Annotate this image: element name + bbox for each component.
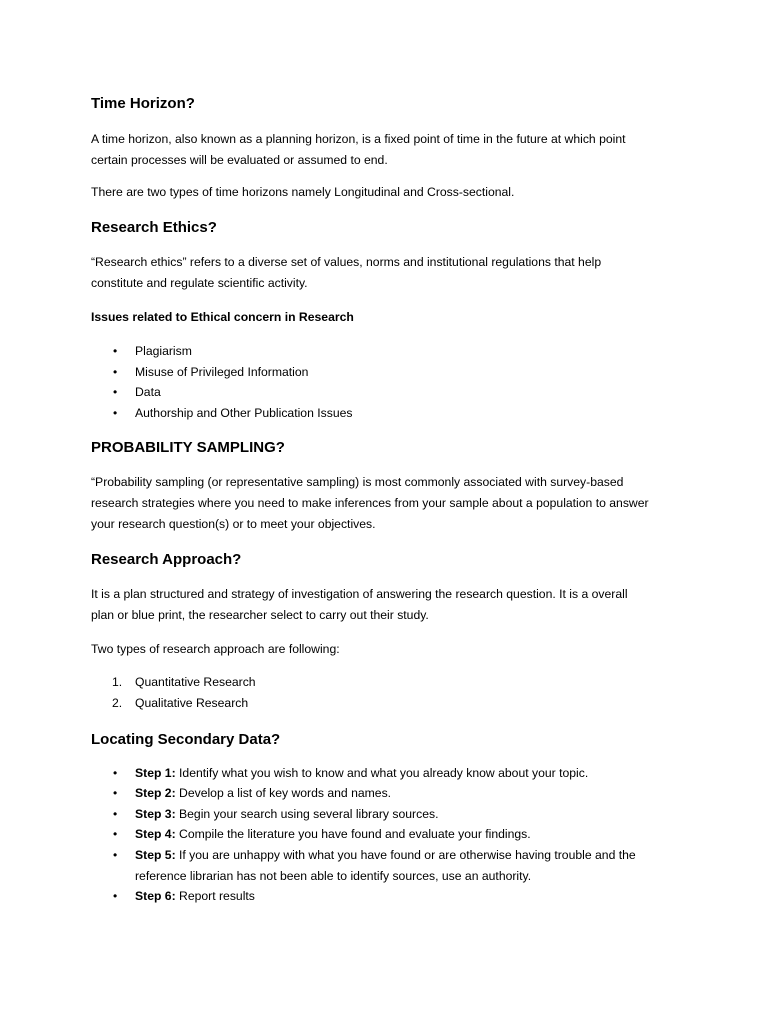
list-item [91, 804, 691, 825]
list-item-text: Authorship and Other Publication Issues [135, 405, 353, 420]
step-label: Step 3: [135, 806, 176, 821]
step-text-continued: reference librarian has not been able to identify sources, use an authority. [135, 868, 532, 883]
text-line: research strategies where you need to make inferences from your sample about a population to answer [91, 496, 649, 511]
list-item [91, 341, 691, 362]
research-approach-types: Two types of research approach are following: [91, 642, 340, 657]
list-item [91, 693, 691, 714]
text-line: It is a plan structured and strategy of investigation of answering the research question. It is a overall [91, 587, 628, 602]
list-item [91, 886, 691, 907]
list-item-text: Misuse of Privileged Information [135, 364, 309, 379]
heading-research-approach: Research Approach? [91, 551, 242, 569]
step-label: Step 1: [135, 765, 176, 780]
text-line: A time horizon, also known as a planning horizon, is a fixed point of time in the future at which point [91, 132, 626, 146]
list-item [91, 672, 691, 693]
list-item-text: Data [135, 385, 161, 400]
text-line: certain processes will be evaluated or assumed to end. [91, 153, 388, 167]
research-ethics-definition [91, 252, 691, 294]
step-text: If you are unhappy with what you have found or are otherwise having trouble and the [175, 847, 636, 862]
bullet-icon: • [113, 847, 118, 862]
probability-sampling-definition [91, 472, 691, 535]
list-item [91, 845, 691, 886]
step-text: Report results [175, 889, 255, 904]
research-approach-definition [91, 584, 691, 626]
bullet-icon: • [113, 765, 118, 780]
list-item [91, 763, 691, 784]
list-item [91, 783, 691, 804]
subheading-ethical-issues: Issues related to Ethical concern in Research [91, 310, 354, 324]
ethical-issues-list [91, 341, 691, 423]
text-line: constitute and regulate scientific activity. [91, 276, 308, 290]
step-text: Begin your search using several library sources. [175, 806, 439, 821]
step-label: Step 5: [135, 847, 176, 862]
list-item [91, 362, 691, 383]
heading-research-ethics: Research Ethics? [91, 219, 217, 236]
bullet-icon: • [113, 786, 118, 801]
bullet-icon: • [113, 889, 118, 904]
heading-probability-sampling: PROBABILITY SAMPLING? [91, 439, 285, 457]
bullet-icon: • [113, 827, 118, 842]
list-item-text: Plagiarism [135, 344, 192, 358]
list-item [91, 382, 691, 403]
text-line: “Probability sampling (or representative sampling) is most commonly associated with survey-based [91, 475, 624, 490]
step-label: Step 6: [135, 889, 176, 904]
time-horizon-types: There are two types of time horizons namely Longitudinal and Cross-sectional. [91, 185, 515, 199]
list-item-text: Quantitative Research [135, 675, 256, 690]
list-item-text: Qualitative Research [135, 695, 249, 710]
bullet-icon: • [113, 364, 118, 379]
step-text: Identify what you wish to know and what you already know about your topic. [175, 765, 589, 780]
step-label: Step 4: [135, 827, 176, 842]
heading-secondary-data: Locating Secondary Data? [91, 730, 281, 748]
list-number: 2. [112, 695, 123, 710]
text-line: “Research ethics” refers to a diverse set of values, norms and institutional regulations that help [91, 255, 602, 269]
list-number: 1. [112, 675, 123, 690]
bullet-icon: • [113, 385, 118, 400]
step-text: Compile the literature you have found and evaluate your findings. [175, 827, 531, 842]
heading-time-horizon: Time Horizon? [91, 95, 195, 112]
list-item [91, 403, 691, 424]
secondary-data-steps [91, 763, 691, 907]
text-line: plan or blue print, the researcher select to carry out their study. [91, 608, 429, 623]
step-text: Develop a list of key words and names. [175, 786, 392, 801]
bullet-icon: • [113, 806, 118, 821]
time-horizon-definition [91, 129, 691, 171]
step-label: Step 2: [135, 786, 176, 801]
bullet-icon: • [113, 344, 118, 358]
text-line: your research question(s) or to meet your objectives. [91, 517, 376, 532]
document-page [91, 94, 691, 907]
bullet-icon: • [113, 405, 118, 420]
list-item [91, 824, 691, 845]
research-approach-list [91, 672, 691, 713]
